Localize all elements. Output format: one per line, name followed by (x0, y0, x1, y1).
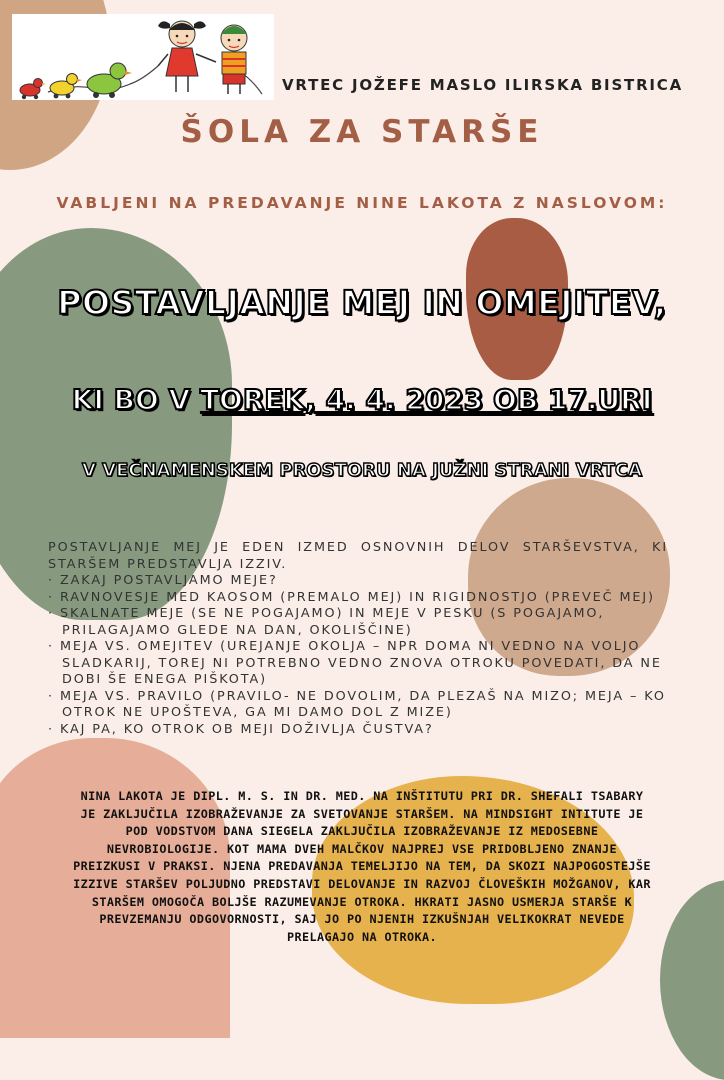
kindergarten-name: VRTEC JOŽEFE MASLO ILIRSKA BISTRICA (282, 76, 684, 94)
girl-child-icon (158, 21, 216, 92)
invitation-line: VABLJENI NA PREDAVANJE NINE LAKOTA Z NASLOVOM: (56, 194, 668, 212)
decor-blob-green-bottom-right (660, 880, 724, 1080)
description-intro: POSTAVLJANJE MEJ JE EDEN IZMED OSNOVNIH DELOV STARŠEVSTVA, KI STARŠEM PREDSTAVLJA IZZIV. (48, 540, 668, 572)
duck-toy-icon (87, 63, 132, 98)
lecture-description (48, 540, 668, 738)
kindergarten-logo (12, 14, 274, 100)
topic-item: · RAVNOVESJE MED KAOSOM (PREMALO MEJ) IN RIGIDNOSTJO (PREVEČ MEJ) (48, 590, 668, 607)
lecture-date: TOREK, 4. 4. 2023 OB 17.URI (199, 383, 653, 416)
topic-item: · ZAKAJ POSTAVLJAMO MEJE? (48, 573, 668, 590)
topic-item: · KAJ PA, KO OTROK OB MEJI DOŽIVLJA ČUSTVA? (48, 722, 668, 739)
school-title: ŠOLA ZA STARŠE (180, 114, 544, 150)
duck-toy-icon (50, 74, 82, 99)
topic-item: · SKALNATE MEJE (SE NE POGAJAMO) IN MEJE V PESKU (S POGAJAMO, PRILAGAJAMO GLEDE NA DAN, OKOLIŠČINE) (48, 606, 668, 639)
topic-item: · MEJA VS. OMEJITEV (UREJANJE OKOLJA – NPR DOMA NI VEDNO NA VOLJO SLADKARIJ, TOREJ NI POTREBNO VEDNO ZNOVA OTROKU POVEDATI, DA NE DOBI ŠE ENEGA PIŠKOTA) (48, 639, 668, 689)
lecture-date-line (0, 383, 724, 416)
topic-item: · MEJA VS. PRAVILO (PRAVILO- NE DOVOLIM, DA PLEZAŠ NA MIZO; MEJA – KO OTROK NE UPOŠTEVA, GA MI DAMO DOL Z MIZE) (48, 689, 668, 722)
date-prefix: KI BO V (71, 383, 200, 416)
boy-child-icon (221, 25, 247, 94)
lecture-location: V VEČNAMENSKEM PROSTORU NA JUŽNI STRANI VRTCA (81, 460, 643, 481)
speaker-bio: NINA LAKOTA JE DIPL. M. S. IN DR. MED. NA INŠTITUTU PRI DR. SHEFALI TSABARY JE ZAKLJUČILA IZOBRAŽEVANJE ZA SVETOVANJE STARŠEM. NA MINDSIGHT INTITUTE JE POD VODSTVOM DANA SIEGELA ZAKLJUČILA IZOBRAŽEVANJE IZ MEDOSEBNE NEVROBIOLOGIJE. KOT MAMA DVEH MALČKOV NAJPREJ VSE PRIDOBLJENO ZNANJE PREIZKUSI V PRAKSI. NJENA PREDAVANJA TEMELJIJO NA TEM, DA SKOZI NAJPOGOSTEJŠE IZZIVE STARŠEV POLJUDNO PREDSTAVI DELOVANJE IN RAZVOJ ČLOVEŠKIH MOŽGANOV, KAR STARŠEM OMOGOČA BOLJŠE RAZUMEVANJE OTROKA. HKRATI JASNO USMERJA STARŠE K PREVZEMANJU ODGOVORNOSTI, SAJ JO PO NJENIH IZKUŠNJAH VELIKOKRAT NEVEDE PRELAGAJO NA OTROKA. (73, 789, 651, 944)
topic-list (48, 573, 668, 738)
duck-toy-icon (20, 79, 46, 100)
lecture-title: POSTAVLJANJE MEJ IN OMEJITEV, (57, 283, 667, 322)
